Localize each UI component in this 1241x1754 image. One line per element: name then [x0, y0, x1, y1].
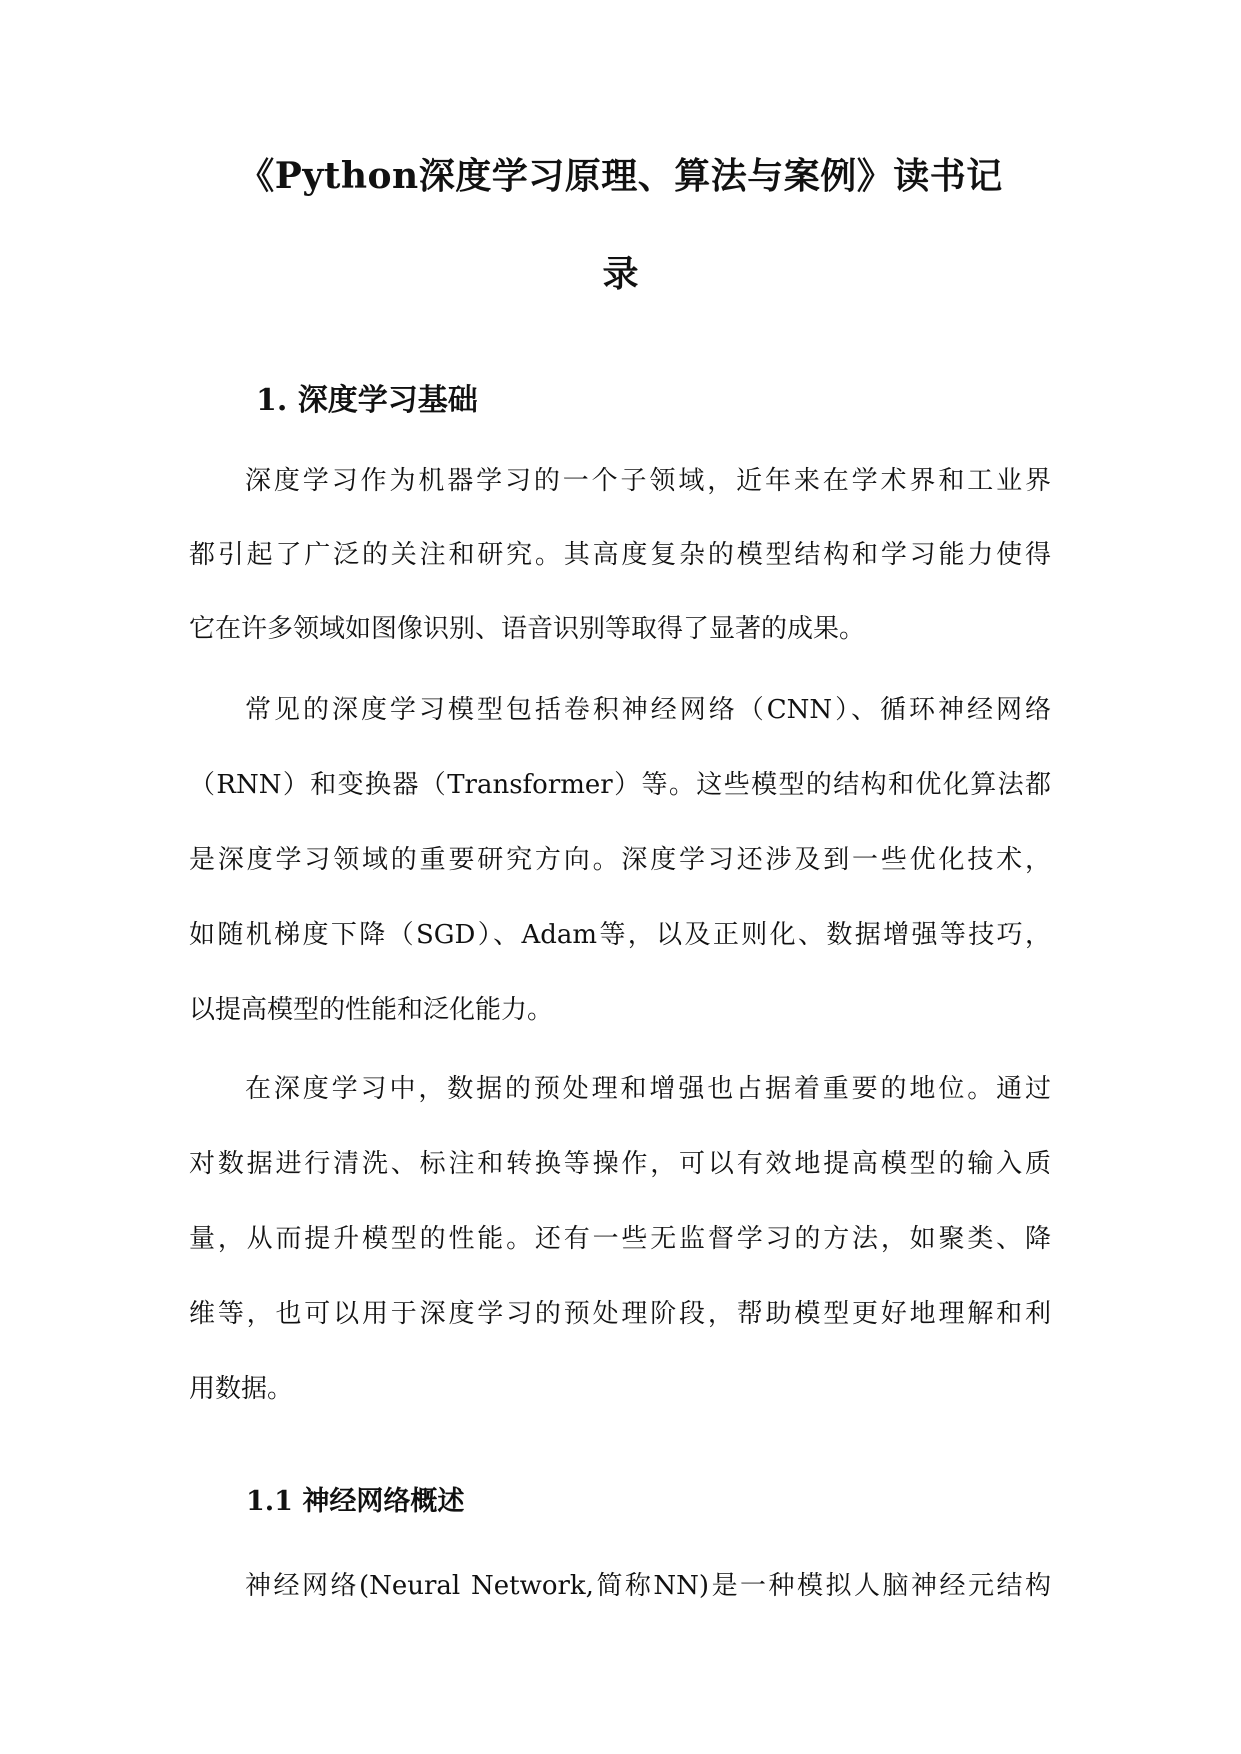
paragraph-line: 维等，也可以用于深度学习的预处理阶段，帮助模型更好地理解和利 — [189, 1299, 1051, 1329]
paragraph-line: 用数据。 — [189, 1374, 294, 1404]
paragraph-line: 深度学习作为机器学习的一个子领域，近年来在学术界和工业界 — [245, 466, 1051, 496]
paragraph-line: 在深度学习中，数据的预处理和增强也占据着重要的地位。通过 — [245, 1074, 1051, 1104]
document-title-continued: 录 — [602, 253, 639, 295]
section-heading-1: 1. 深度学习基础 — [256, 383, 478, 418]
paragraph-line: （RNN）和变换器（Transformer）等。这些模型的结构和优化算法都 — [189, 770, 1051, 800]
paragraph-line: 它在许多领域如图像识别、语音识别等取得了显著的成果。 — [189, 614, 866, 644]
document-title: 《Python深度学习原理、算法与案例》读书记 — [238, 155, 1003, 197]
paragraph-line: 量，从而提升模型的性能。还有一些无监督学习的方法，如聚类、降 — [189, 1224, 1051, 1254]
paragraph-line: 常见的深度学习模型包括卷积神经网络（CNN）、循环神经网络 — [245, 695, 1051, 725]
paragraph-line: 神经网络(Neural Network,简称NN)是一种模拟人脑神经元结构 — [245, 1571, 1051, 1601]
paragraph-line: 都引起了广泛的关注和研究。其高度复杂的模型结构和学习能力使得 — [189, 540, 1051, 570]
paragraph-line: 如随机梯度下降（SGD）、Adam等，以及正则化、数据增强等技巧， — [189, 920, 1051, 950]
paragraph-line: 是深度学习领域的重要研究方向。深度学习还涉及到一些优化技术， — [189, 845, 1051, 875]
section-heading-1-1: 1.1 神经网络概述 — [246, 1486, 465, 1517]
paragraph-line: 以提高模型的性能和泛化能力。 — [189, 995, 554, 1025]
paragraph-line: 对数据进行清洗、标注和转换等操作，可以有效地提高模型的输入质 — [189, 1149, 1051, 1179]
